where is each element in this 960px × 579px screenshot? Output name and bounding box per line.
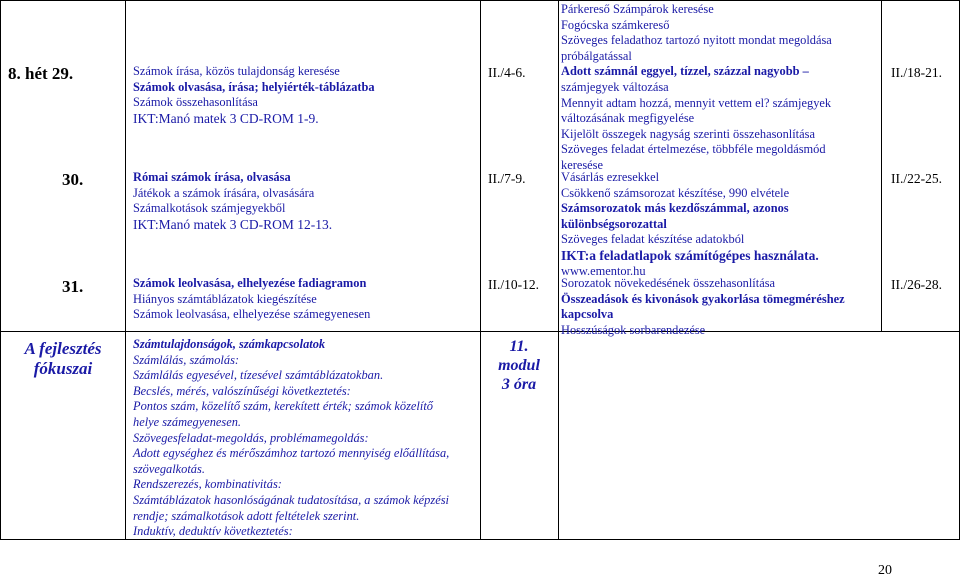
focus-line: Induktív, deduktív következtetés: bbox=[133, 524, 293, 539]
topic-line: Számok leolvasása, elhelyezése fadiagramon bbox=[133, 276, 367, 290]
activity-list bbox=[561, 276, 845, 338]
activity-line: Szöveges feladathoz tartozó nyitott mondat megoldása bbox=[561, 33, 832, 48]
activity-line: számjegyek változása bbox=[561, 79, 669, 94]
module-info bbox=[481, 337, 557, 394]
focus-line: Pontos szám, közelítő szám, kerekített érték; számok közelítő bbox=[133, 399, 433, 414]
activity-line: Szöveges feladat készítése adatokból bbox=[561, 232, 745, 247]
activity-line: Sorozatok növekedésének összehasonlítása bbox=[561, 276, 776, 290]
activity-line: keresése bbox=[561, 157, 603, 172]
topic-line: Hiányos számtáblázatok kiegészítése bbox=[133, 291, 317, 306]
activity-line: próbálgatással bbox=[561, 48, 632, 63]
activity-line: különbségsorozattal bbox=[561, 216, 667, 231]
focus-line: Rendszerezés, kombinativitás: bbox=[133, 477, 282, 492]
topic-line: IKT:Manó matek 3 CD-ROM 12-13. bbox=[133, 216, 333, 232]
topic-list bbox=[133, 170, 332, 232]
topic-line: Számok összehasonlítása bbox=[133, 95, 258, 110]
activity-line: Összeadások és kivonások gyakorlása tömegméréshez bbox=[561, 291, 845, 306]
activity-line: Mennyit adtam hozzá, mennyit vettem el? számjegyek bbox=[561, 95, 832, 110]
row-label: 8. hét 29. bbox=[8, 64, 74, 83]
activity-list bbox=[561, 2, 832, 174]
activity-line: változásának megfigyelése bbox=[561, 111, 695, 126]
focus-line: szövegalkotás. bbox=[133, 461, 205, 476]
column-divider bbox=[480, 0, 481, 540]
topic-line: Számok írása, közös tulajdonság keresése bbox=[133, 64, 340, 78]
activity-line: IKT:a feladatlapok számítógépes használata. bbox=[561, 247, 819, 263]
focus-heading-line: A fejlesztés bbox=[24, 339, 102, 358]
workbook-reference: II./18-21. bbox=[891, 65, 942, 80]
focus-line: Számtulajdonságok, számkapcsolatok bbox=[133, 337, 326, 351]
activity-line: Vásárlás ezresekkel bbox=[561, 170, 660, 184]
focus-line: Szövegesfeladat-megoldás, problémamegoldás: bbox=[133, 430, 369, 445]
activity-line: Kijelölt összegek nagyság szerinti összehasonlítása bbox=[561, 126, 815, 141]
module-number: 11. bbox=[509, 338, 529, 355]
focus-line: Becslés, mérés, valószínűségi következtetés: bbox=[133, 383, 351, 398]
textbook-reference: II./10-12. bbox=[488, 277, 539, 292]
focus-line: rendje; számalkotások adott feltételek szerint. bbox=[133, 508, 360, 523]
topic-line: Római számok írása, olvasása bbox=[133, 170, 291, 184]
focus-heading bbox=[2, 339, 124, 379]
column-divider bbox=[881, 0, 882, 332]
workbook-reference: II./26-28. bbox=[891, 277, 942, 292]
activity-line: www.ementor.hu bbox=[561, 263, 646, 278]
topic-line: Játékok a számok írására, olvasására bbox=[133, 185, 315, 200]
activity-line: Számsorozatok más kezdőszámmal, azonos bbox=[561, 201, 789, 216]
activity-line: Adott számnál eggyel, tízzel, százzal nagyobb – bbox=[561, 64, 809, 79]
activity-line: Párkereső Számpárok keresése bbox=[561, 2, 714, 16]
topic-line: Számok leolvasása, elhelyezése számegyenesen bbox=[133, 307, 371, 322]
activity-list bbox=[561, 170, 819, 279]
page-number: 20 bbox=[878, 563, 892, 578]
focus-line: Számtáblázatok hasonlóságának tudatosítása, a számok képzési bbox=[133, 492, 449, 507]
activity-line: Fogócska számkereső bbox=[561, 17, 670, 32]
textbook-reference: II./7-9. bbox=[488, 171, 526, 186]
column-divider bbox=[0, 0, 1, 540]
topic-list bbox=[133, 64, 375, 126]
focus-line: Számlálás egyesével, tízesével számtáblázatokban. bbox=[133, 368, 384, 383]
focus-line: Adott egységhez és mérőszámhoz tartozó mennyiség előállítása, bbox=[133, 446, 450, 461]
focus-heading-line: fókuszai bbox=[33, 359, 93, 378]
module-hours: 3 óra bbox=[501, 376, 537, 393]
topic-line: IKT:Manó matek 3 CD-ROM 1-9. bbox=[133, 110, 319, 126]
topic-line: Számok olvasása, írása; helyiérték-táblázatba bbox=[133, 79, 375, 94]
row-label: 30. bbox=[62, 170, 84, 189]
textbook-reference: II./4-6. bbox=[488, 65, 526, 80]
focus-list bbox=[133, 337, 449, 540]
topic-list bbox=[133, 276, 370, 323]
activity-line: kapcsolva bbox=[561, 307, 614, 322]
focus-line: helye számegyenesen. bbox=[133, 414, 242, 429]
column-divider bbox=[125, 0, 126, 540]
activity-line: Csökkenő számsorozat készítése, 990 elvétele bbox=[561, 185, 790, 200]
topic-line: Számalkotások számjegyekből bbox=[133, 201, 286, 216]
module-label: modul bbox=[498, 357, 540, 374]
focus-line: Számlálás, számolás: bbox=[133, 352, 240, 367]
column-divider bbox=[558, 0, 559, 540]
workbook-reference: II./22-25. bbox=[891, 171, 942, 186]
row-label: 31. bbox=[62, 277, 84, 296]
activity-line: Hosszúságok sorbarendezése bbox=[561, 322, 706, 337]
activity-line: Szöveges feladat értelmezése, többféle megoldásmód bbox=[561, 142, 826, 157]
